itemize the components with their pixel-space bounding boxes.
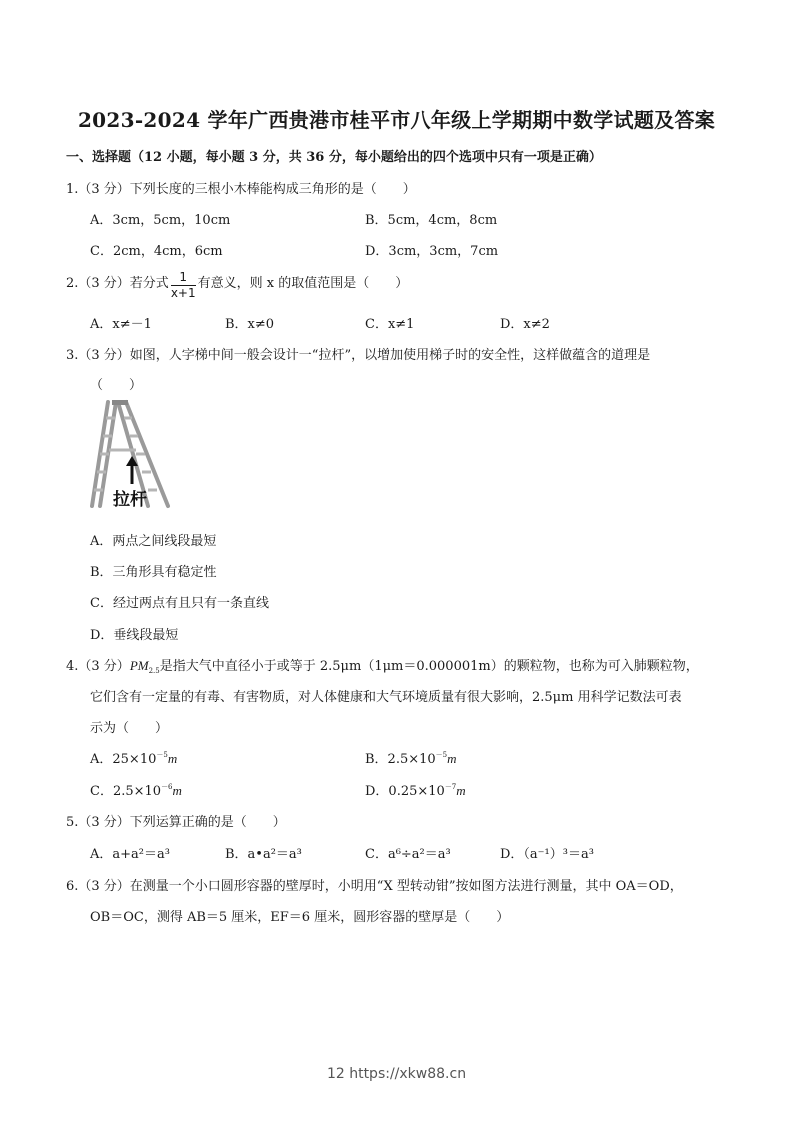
question-4-option-c xyxy=(90,780,182,799)
question-4-option-b xyxy=(365,748,457,767)
question-5-option-a: A．a+a²＝a³ xyxy=(90,847,170,862)
question-1-option-c: C．2cm，4cm，6cm xyxy=(90,244,223,259)
section-heading: 一、选择题（12 小题，每小题 3 分，共 36 分，每小题给出的四个选项中只有一项是正确） xyxy=(66,150,602,165)
question-1-option-b: B．5cm，4cm，8cm xyxy=(365,213,498,228)
option-c-base: C．2.5×10 xyxy=(90,784,162,799)
question-1-option-a: A．3cm，5cm，10cm xyxy=(90,213,231,228)
question-1-stem: 1.（3 分）下列长度的三根小木棒能构成三角形的是（ ） xyxy=(66,182,416,197)
question-5-option-b: B．a•a²＝a³ xyxy=(225,847,302,862)
question-5-option-c: C．a⁶÷a²＝a³ xyxy=(365,847,451,862)
question-5-stem: 5.（3 分）下列运算正确的是（ ） xyxy=(66,815,286,830)
option-d-unit: m xyxy=(456,783,466,798)
option-a-unit: m xyxy=(167,751,178,766)
option-a-exponent: －5 xyxy=(156,751,168,759)
question-4-stem-pre: 4.（3 分） xyxy=(66,659,130,674)
page-footer: 12 https://xkw88.cn xyxy=(326,1066,467,1082)
figure-label: 拉杆 xyxy=(113,490,147,510)
ladder-figure xyxy=(88,398,178,510)
question-3-stem-line1: 3.（3 分）如图，人字梯中间一般会设计一“拉杆”，以增加使用梯子时的安全性，这样做蕴含的道理是 xyxy=(66,348,651,363)
question-2-stem-pre: 2.（3 分）若分式 xyxy=(66,276,169,291)
question-1-option-d: D．3cm，3cm，7cm xyxy=(365,244,499,259)
question-6-stem-line2: OB＝OC，测得 AB＝5 厘米，EF＝6 厘米，圆形容器的壁厚是（ ） xyxy=(90,910,510,925)
question-3-stem-line2: （ ） xyxy=(90,378,143,393)
pm-subscript: 2.5 xyxy=(148,667,160,675)
question-2-stem-post: 有意义，则 x 的取值范围是（ ） xyxy=(197,276,409,291)
fraction xyxy=(171,270,196,301)
question-4-stem-text: 是指大气中直径小于或等于 2.5μm（1μm＝0.000001m）的颗粒物，也称为可入肺颗粒物， xyxy=(159,659,699,674)
question-2-option-a: A．x≠－1 xyxy=(90,317,152,332)
option-b-exponent: －5 xyxy=(435,751,448,759)
option-c-unit: m xyxy=(172,783,182,798)
option-b-unit: m xyxy=(447,751,457,766)
fraction-numerator: 1 xyxy=(171,270,196,286)
question-2-stem xyxy=(66,268,408,299)
question-4-option-a xyxy=(90,748,177,767)
option-c-exponent: －6 xyxy=(161,783,173,791)
question-4-stem-line3: 示为（ ） xyxy=(90,721,169,736)
ladder-illustration-icon xyxy=(88,398,178,510)
question-3-option-b: B．三角形具有稳定性 xyxy=(90,565,217,580)
option-d-exponent: －7 xyxy=(444,783,457,791)
question-5-option-d: D．（a⁻¹）³＝a³ xyxy=(500,847,594,862)
question-4-stem-line2: 它们含有一定量的有毒、有害物质，对人体健康和大气环境质量有很大影响，2.5μm 用科学记数法可表 xyxy=(90,690,682,705)
option-d-base: D．0.25×10 xyxy=(365,784,445,799)
pm-label: PM xyxy=(129,658,149,673)
question-3-option-a: A．两点之间线段最短 xyxy=(90,534,217,549)
question-2-option-b: B．x≠0 xyxy=(225,317,275,332)
question-3-option-c: C．经过两点有且只有一条直线 xyxy=(90,596,269,611)
option-b-base: B．2.5×10 xyxy=(365,752,436,767)
question-3-option-d: D．垂线段最短 xyxy=(90,628,179,643)
option-a-base: A．25×10 xyxy=(90,752,157,767)
question-6-stem-line1: 6.（3 分）在测量一个小口圆形容器的壁厚时，小明用“X 型转动钳”按如图方法进行测量，其中 OA＝OD， xyxy=(66,879,683,894)
question-4-option-d xyxy=(365,780,466,799)
question-2-option-d: D．x≠2 xyxy=(500,317,550,332)
question-2-option-c: C．x≠1 xyxy=(365,317,415,332)
question-4-stem-line1 xyxy=(66,655,699,674)
fraction-denominator: x+1 xyxy=(170,286,196,300)
document-title: 2023-2024 学年广西贵港市桂平市八年级上学期期中数学试题及答案 xyxy=(77,108,716,132)
